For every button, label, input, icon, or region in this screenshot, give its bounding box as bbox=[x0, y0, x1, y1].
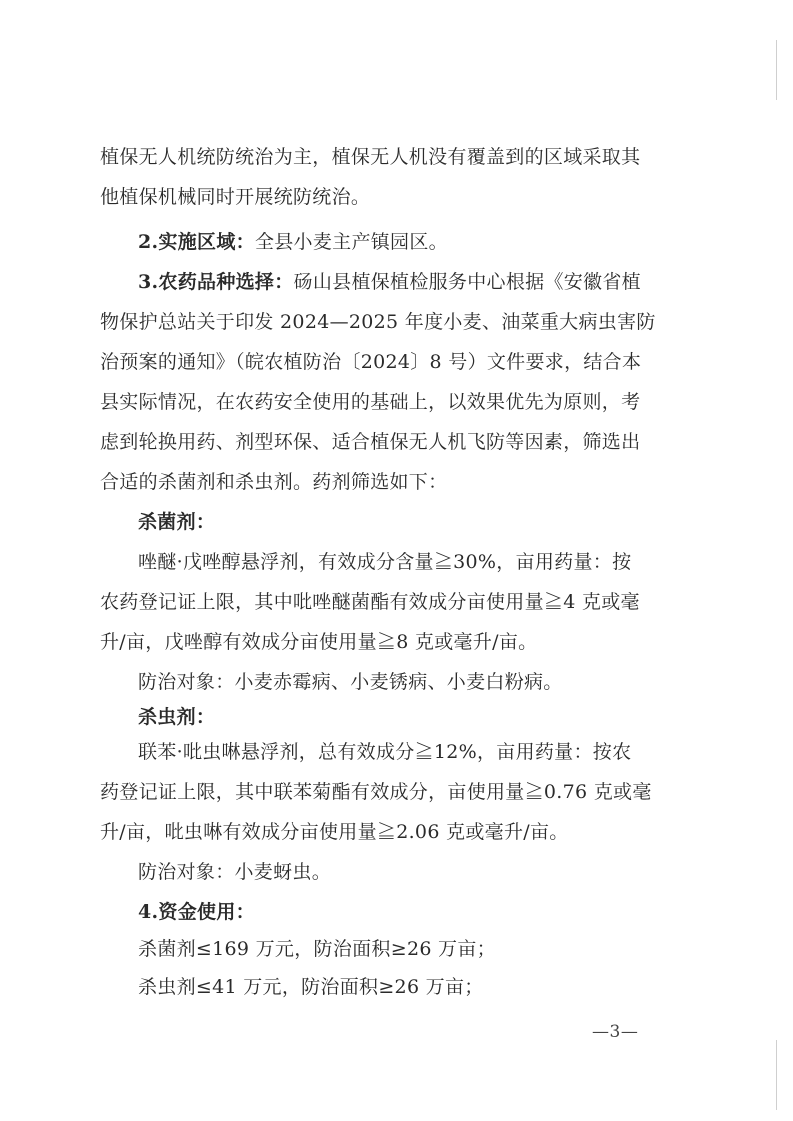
text-line: 合适的杀菌剂和杀虫剂。药剂筛选如下： bbox=[100, 471, 448, 493]
section-heading: 3.农药品种选择： bbox=[138, 271, 294, 293]
scan-edge-line bbox=[776, 40, 777, 100]
text-line: 联苯·吡虫啉悬浮剂，总有效成分≧12%，亩用药量：按农 bbox=[138, 741, 632, 763]
text-line: 治预案的通知》（皖农植防治〔2024〕8 号）文件要求，结合本 bbox=[100, 351, 642, 373]
text-span: 全县小麦主产镇园区。 bbox=[254, 231, 448, 253]
text-line: 唑醚·戊唑醇悬浮剂，有效成分含量≧30%，亩用药量：按 bbox=[138, 551, 632, 573]
section-implementation-area bbox=[100, 225, 448, 259]
page-number: —3— bbox=[592, 1022, 639, 1042]
text-line: 县实际情况，在农药安全使用的基础上，以效果优先为原则，考 bbox=[100, 391, 641, 413]
text-line: 升/亩，吡虫啉有效成分亩使用量≧2.06 克或毫升/亩。 bbox=[100, 821, 569, 843]
text-line: 植保无人机统防统治为主，植保无人机没有覆盖到的区域采取其 bbox=[100, 146, 641, 168]
text-line: 物保护总站关于印发 2024—2025 年度小麦、油菜重大病虫害防 bbox=[100, 311, 656, 333]
subheading-insecticide bbox=[100, 700, 215, 734]
subheading-fungicide bbox=[100, 505, 215, 539]
text-line: 药登记证上限，其中联苯菊酯有效成分，亩使用量≧0.76 克或毫 bbox=[100, 781, 652, 803]
section-pesticide-selection bbox=[100, 265, 641, 299]
text-line: 他植保机械同时开展统防统治。 bbox=[100, 186, 371, 208]
text-line: 杀菌剂≤169 万元，防治面积≥26 万亩； bbox=[138, 938, 496, 960]
section-heading: 2.实施区域： bbox=[138, 231, 255, 253]
text-line: 防治对象：小麦赤霉病、小麦锈病、小麦白粉病。 bbox=[138, 671, 563, 693]
section-heading: 4.资金使用： bbox=[138, 901, 255, 923]
text-line: 农药登记证上限，其中吡唑醚菌酯有效成分亩使用量≧4 克或毫 bbox=[100, 591, 640, 613]
text-line: 杀虫剂≤41 万元，防治面积≥26 万亩； bbox=[138, 976, 484, 998]
text-span: 砀山县植保植检服务中心根据《安徽省植 bbox=[293, 271, 641, 293]
text-line: 防治对象：小麦蚜虫。 bbox=[138, 861, 332, 883]
text-line: 升/亩，戊唑醇有效成分亩使用量≧8 克或毫升/亩。 bbox=[100, 631, 538, 653]
section-heading: 杀虫剂： bbox=[138, 706, 216, 728]
section-heading: 杀菌剂： bbox=[138, 511, 216, 533]
text-line: 虑到轮换用药、剂型环保、适合植保无人机飞防等因素，筛选出 bbox=[100, 431, 641, 453]
section-funding bbox=[100, 895, 255, 929]
scan-edge-line bbox=[776, 1040, 777, 1110]
